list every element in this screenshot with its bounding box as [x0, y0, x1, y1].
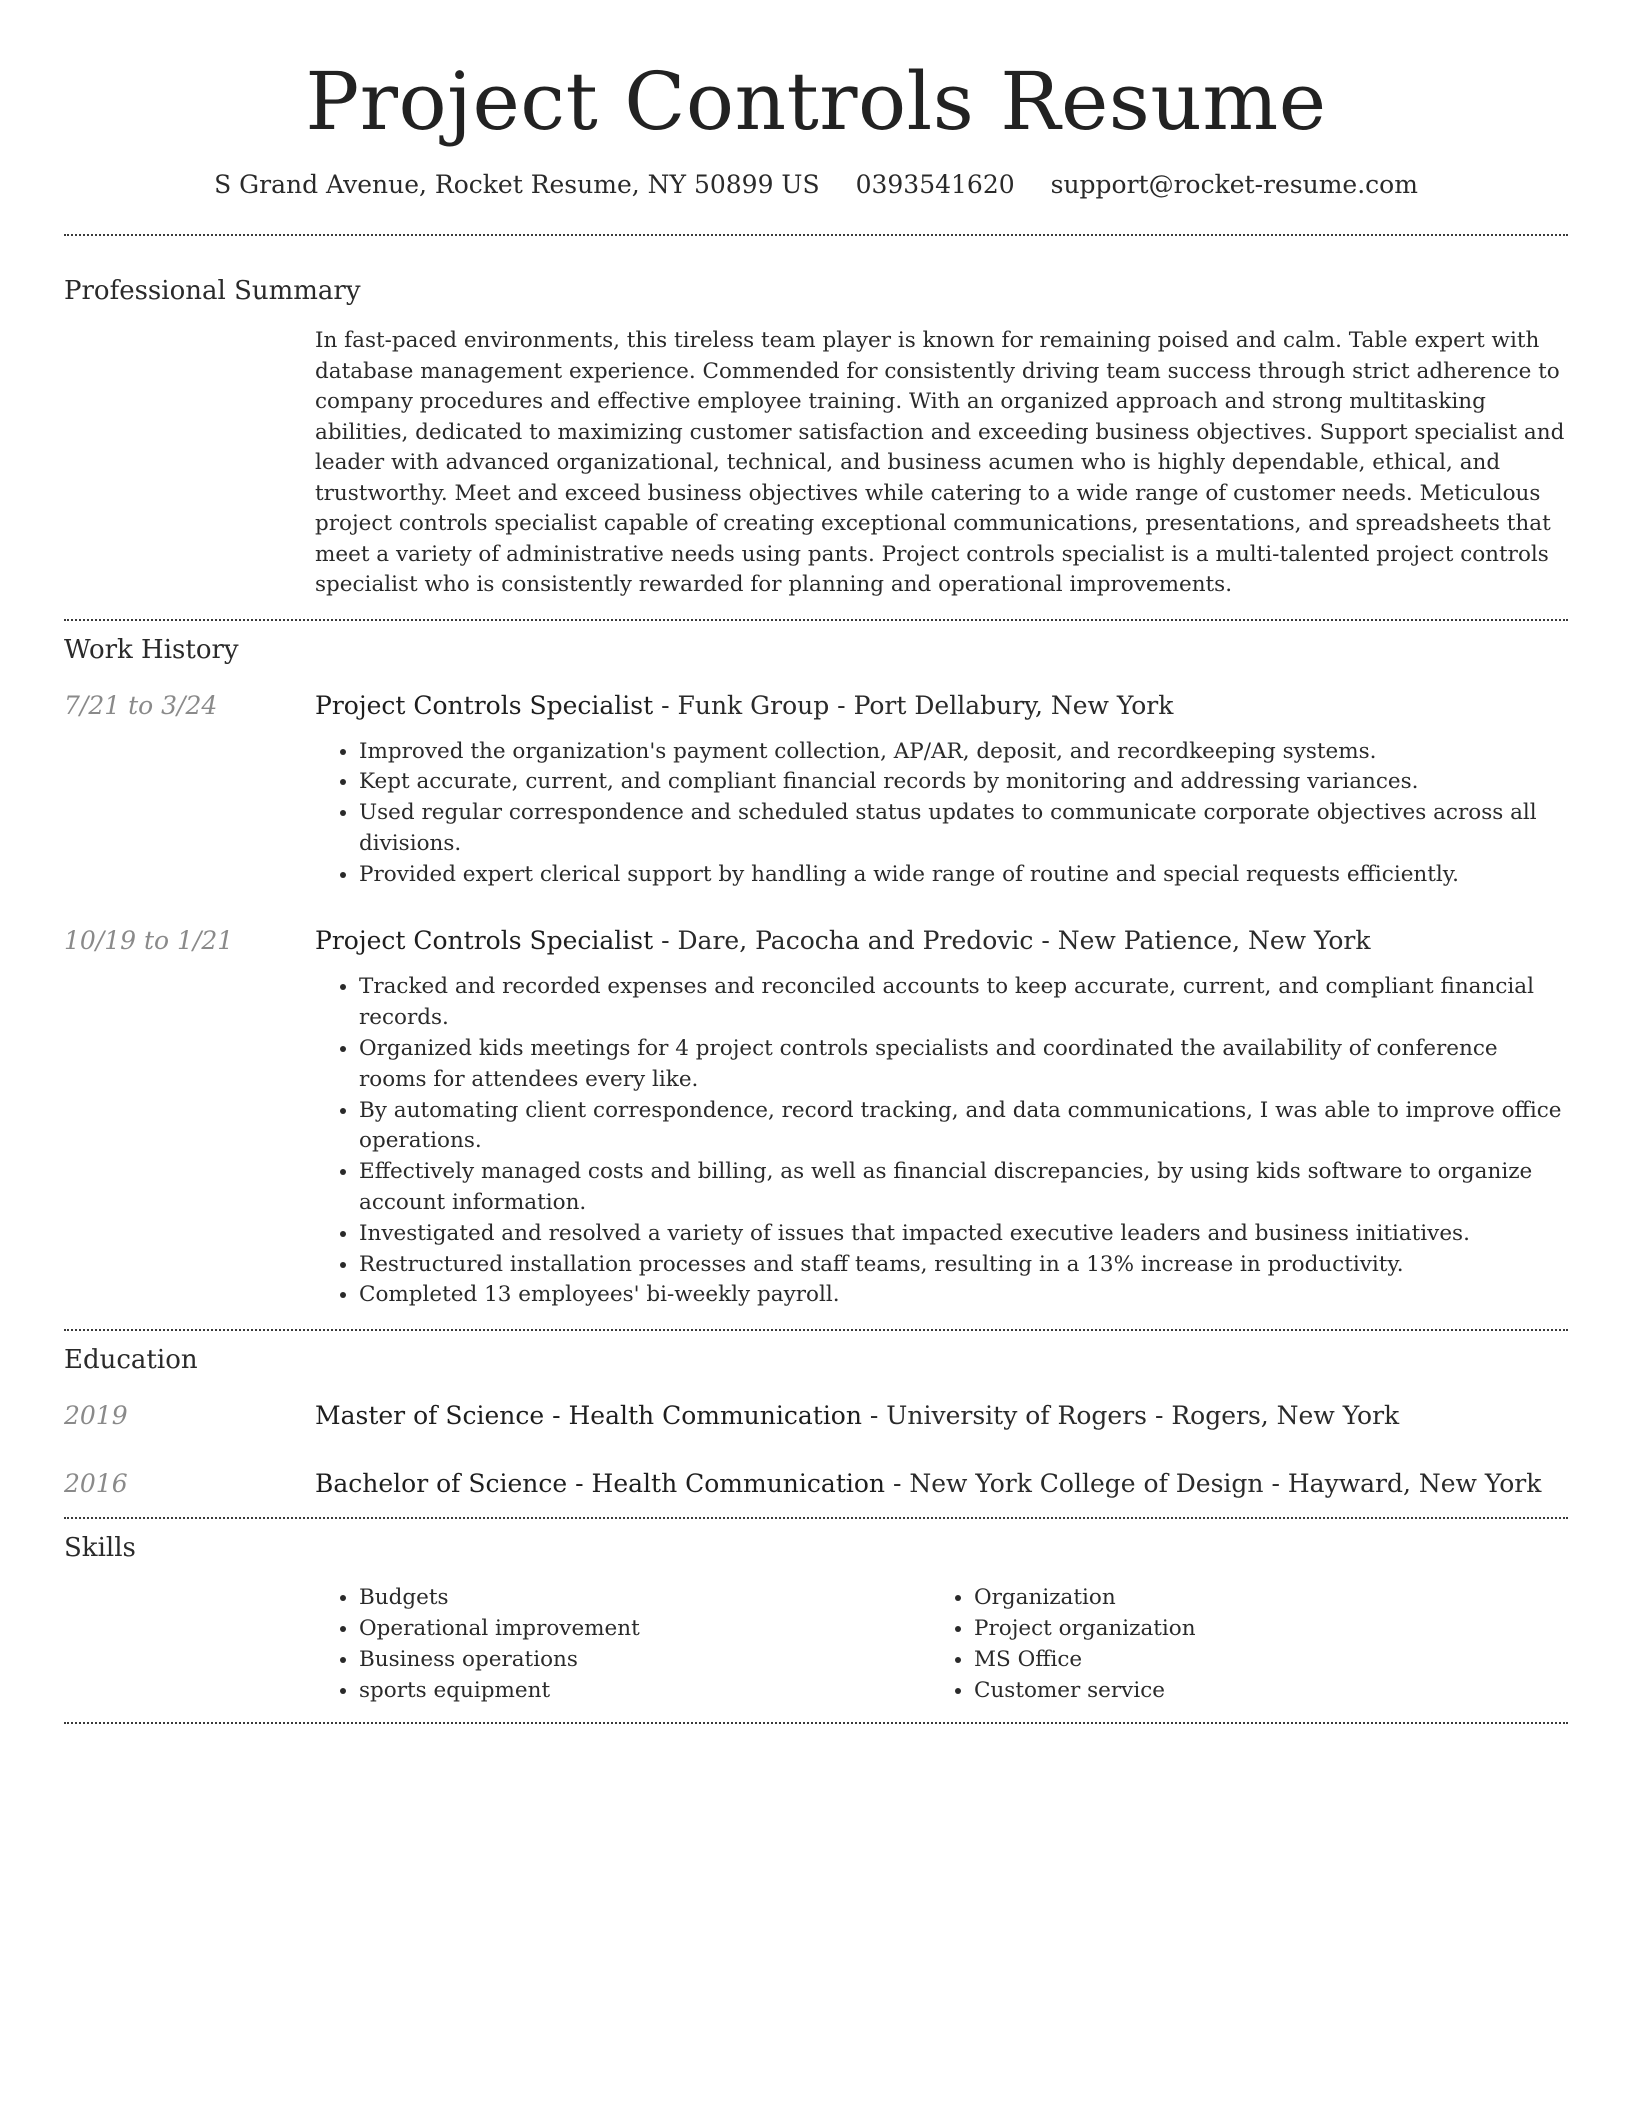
divider: [64, 1517, 1568, 1519]
job-dates: 7/21 to 3/24: [64, 690, 218, 720]
list-item: • By automating client correspondence, record tracking, and data communications, I was able to improve office operations.: [359, 1096, 1568, 1158]
contact-line: [64, 168, 1568, 202]
list-item: • Used regular correspondence and scheduled status updates to communicate corporate objectives across all divisions.: [359, 798, 1568, 860]
job-bullets: [315, 737, 1568, 891]
skill-item: • Customer service: [974, 1676, 1545, 1707]
job-entry: [64, 689, 1568, 723]
contact-address: S Grand Avenue, Rocket Resume, NY 50899 US: [214, 170, 820, 199]
education-heading: [315, 1399, 1399, 1433]
divider: [64, 1329, 1568, 1331]
education-heading: [315, 1467, 1541, 1501]
education-year: 2019: [64, 1401, 128, 1431]
list-item: • Effectively managed costs and billing, as well as financial discrepancies, by using kids software to organize account information.: [359, 1157, 1568, 1219]
education-entry: [64, 1399, 1568, 1433]
job-details: [315, 737, 1568, 891]
list-item: • Improved the organization's payment collection, AP/AR, deposit, and recordkeeping systems.: [359, 737, 1568, 768]
education-entry: [64, 1467, 1568, 1501]
education-degree: Master of Science - Health Communication: [315, 1401, 862, 1431]
section-title-work-history: Work History: [64, 634, 239, 665]
skill-item: • Budgets: [359, 1583, 930, 1614]
education-degree: Bachelor of Science - Health Communication: [315, 1469, 886, 1499]
section-title-skills: Skills: [64, 1533, 136, 1564]
skills-block: [315, 1583, 1568, 1706]
education-school: - University of Rogers - Rogers, New York: [861, 1401, 1400, 1431]
divider: [64, 1722, 1568, 1724]
job-dates: 10/19 to 1/21: [64, 926, 234, 956]
job-role: Project Controls Specialist: [315, 690, 654, 720]
job-employer: - Funk Group - Port Dellabury, New York: [653, 690, 1174, 720]
skill-item: • MS Office: [974, 1645, 1545, 1676]
divider: [64, 619, 1568, 621]
section-title-summary: Professional Summary: [64, 276, 361, 306]
skill-item: • Business operations: [359, 1645, 930, 1676]
job-employer: - Dare, Pacocha and Predovic - New Patience, New York: [653, 926, 1371, 956]
section-title-education: Education: [64, 1345, 198, 1376]
job-heading: [315, 689, 1173, 723]
summary-text: In fast-paced environments, this tireless team player is known for remaining poised and calm. Table expert with database management experience. Commended for consistently driving team success through strict adherence to company procedures and effective employee training. With an organized approach and strong multitasking abilities, dedicated to maximizing customer satisfaction and exceeding business objectives. Support specialist and leader with advanced organizational, technical, and business acumen who is highly dependable, ethical, and trustworthy. Meet and exceed business objectives while catering to a wide range of customer needs. Meticulous project controls specialist capable of creating exceptional communications, presentations, and spreadsheets that meet a variety of administrative needs using pants. Project controls specialist is a multi-talented project controls specialist who is consistently rewarded for planning and operational improvements.: [315, 328, 1565, 597]
job-details: [315, 972, 1568, 1311]
job-role: Project Controls Specialist: [315, 926, 654, 956]
resume-title: Project Controls Resume: [305, 55, 1327, 148]
skill-item: • Project organization: [974, 1614, 1545, 1645]
list-item: • Organized kids meetings for 4 project controls specialists and coordinated the availability of conference rooms for attendees every like.: [359, 1034, 1568, 1096]
job-bullets: [315, 972, 1568, 1311]
skills-grid: [315, 1583, 1568, 1706]
job-entry: [64, 924, 1568, 958]
education-year: 2016: [64, 1469, 128, 1499]
contact-email: support@rocket-resume.com: [1050, 170, 1418, 199]
list-item: • Completed 13 employees' bi-weekly payroll.: [359, 1280, 1568, 1311]
list-item: • Tracked and recorded expenses and reconciled accounts to keep accurate, current, and compliant financial records.: [359, 972, 1568, 1034]
contact-phone: 0393541620: [855, 170, 1015, 199]
skill-item: • sports equipment: [359, 1676, 930, 1707]
list-item: • Restructured installation processes and staff teams, resulting in a 13% increase in productivity.: [359, 1250, 1568, 1281]
skills-column-left: [315, 1583, 930, 1706]
list-item: • Investigated and resolved a variety of issues that impacted executive leaders and business initiatives.: [359, 1219, 1568, 1250]
list-item: • Provided expert clerical support by handling a wide range of routine and special requests efficiently.: [359, 860, 1568, 891]
job-heading: [315, 924, 1371, 958]
divider: [64, 234, 1568, 236]
skills-column-right: [930, 1583, 1545, 1706]
skill-item: • Organization: [974, 1583, 1545, 1614]
list-item: • Kept accurate, current, and compliant financial records by monitoring and addressing variances.: [359, 767, 1568, 798]
education-school: - New York College of Design - Hayward, New York: [885, 1469, 1542, 1499]
skill-item: • Operational improvement: [359, 1614, 930, 1645]
resume-page: [64, 0, 1568, 1724]
